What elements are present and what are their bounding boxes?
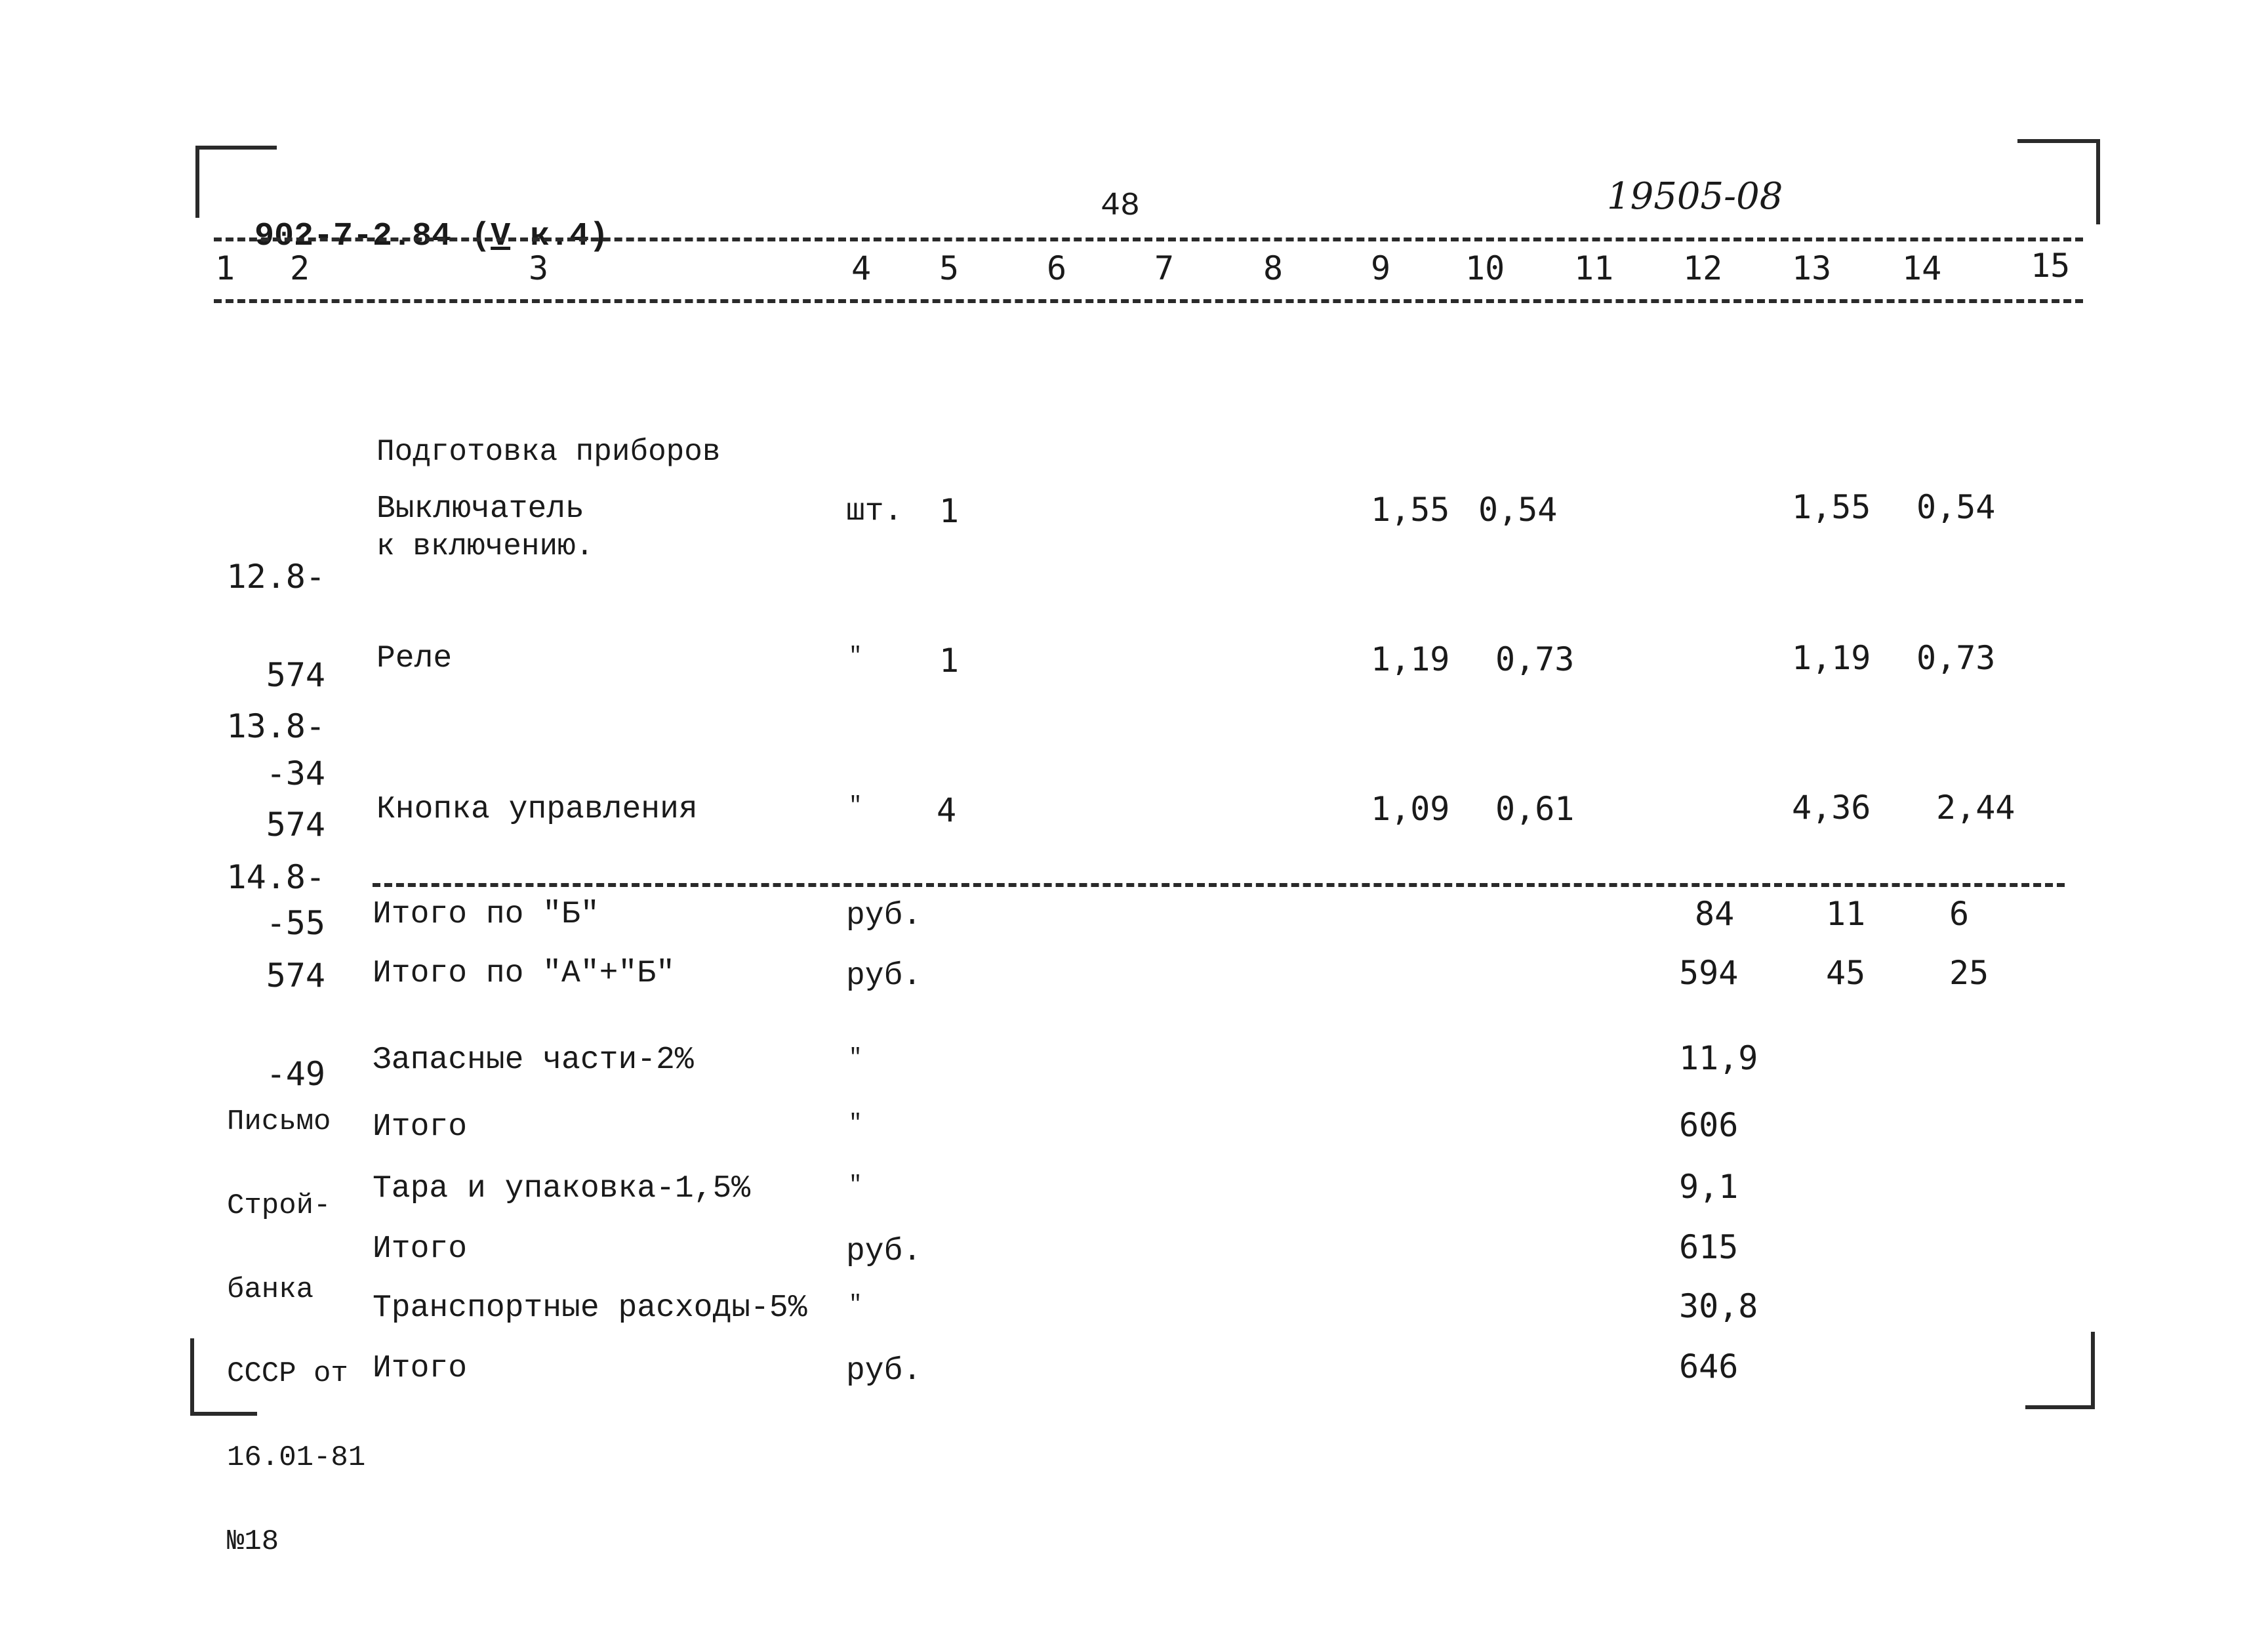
item-cost-col9: 1,09: [1371, 790, 1450, 828]
total-col13: 45: [1826, 954, 1866, 992]
total-unit: ": [849, 1111, 862, 1136]
total-label: Итого по "Б": [373, 897, 599, 932]
column-number: 8: [1263, 249, 1284, 287]
item-quantity: 1: [939, 492, 960, 530]
item-code-line: 14.8-: [226, 858, 325, 896]
item-cost-col10: 0,54: [1478, 491, 1558, 529]
item-name: Реле: [376, 641, 453, 676]
column-number: 7: [1154, 249, 1175, 287]
item-code-line: 13.8-: [226, 707, 325, 745]
column-number: 4: [851, 249, 872, 287]
total-col13: 11: [1826, 895, 1866, 933]
item-cost-col13: 4,36: [1792, 789, 1871, 827]
basis-note-line: №18: [227, 1525, 279, 1558]
total-unit: ": [849, 1173, 862, 1198]
frame-corner-bottom-right-h: [2025, 1405, 2095, 1409]
total-unit: руб.: [846, 898, 922, 934]
item-code-line: 12.8-: [226, 558, 325, 596]
basis-note-line: Строй-: [227, 1189, 331, 1222]
total-col12: 9,1: [1679, 1168, 1739, 1206]
frame-corner-top-left-h: [195, 146, 277, 150]
total-label: Транспортные расходы-5%: [373, 1290, 807, 1326]
item-code-line: -34: [266, 754, 325, 793]
total-col12: 84: [1695, 895, 1735, 933]
total-label: Итого: [373, 1351, 468, 1386]
item-unit: ": [849, 644, 862, 669]
doc-code-main: 902-7-2.84 (: [254, 218, 491, 255]
total-unit: руб.: [846, 1234, 922, 1269]
basis-note-line: банка: [227, 1273, 314, 1306]
column-number: 15: [2031, 247, 2071, 285]
section-title-line: Подготовка приборов: [376, 434, 721, 469]
item-quantity: 1: [939, 642, 960, 680]
item-code-line: 574: [266, 957, 325, 995]
basis-note-line: СССР от: [227, 1357, 348, 1390]
item-cost-col9: 1,55: [1371, 491, 1450, 529]
item-cost-col10: 0,73: [1495, 640, 1575, 678]
total-label: Запасные части-2%: [373, 1042, 694, 1078]
basis-note-line: Письмо: [227, 1105, 331, 1138]
total-label: Итого по "А"+"Б": [373, 956, 675, 991]
item-quantity: 4: [937, 791, 957, 829]
totals-separator-rule: [373, 883, 2065, 887]
frame-corner-top-right-h: [2017, 139, 2100, 143]
total-unit: ": [849, 1292, 862, 1317]
total-col14: 25: [1949, 954, 1989, 992]
item-name: Выключатель: [376, 491, 584, 527]
item-code-line: 574: [266, 806, 325, 844]
column-number: 14: [1902, 249, 1942, 287]
total-col12: 11,9: [1679, 1039, 1758, 1077]
item-cost-col9: 1,19: [1371, 640, 1450, 678]
item-code-line: -49: [266, 1055, 325, 1093]
total-label: Итого: [373, 1109, 468, 1145]
column-number: 12: [1683, 249, 1723, 287]
item-name: Кнопка управления: [376, 792, 698, 827]
frame-corner-top-left: [195, 146, 199, 218]
item-cost-col13: 1,55: [1792, 488, 1871, 526]
doc-code-volume: V: [491, 218, 511, 255]
column-number: 2: [290, 249, 310, 287]
item-cost-col10: 0,61: [1495, 790, 1575, 828]
total-col12: 646: [1679, 1348, 1739, 1386]
total-unit: руб.: [846, 1353, 922, 1389]
total-col12: 615: [1679, 1228, 1739, 1266]
basis-note: [227, 1050, 365, 1582]
column-number: 9: [1371, 249, 1391, 287]
page-number: 48: [1101, 188, 1141, 225]
item-code-line: 574: [266, 656, 325, 694]
column-number: 6: [1047, 249, 1067, 287]
item-unit: ": [849, 794, 862, 819]
column-header-top-rule: [214, 237, 2083, 241]
column-number: 11: [1574, 249, 1614, 287]
doc-code: [215, 188, 609, 253]
doc-code-book: к.4): [510, 218, 609, 255]
item-cost-col14: 2,44: [1936, 789, 2015, 827]
item-cost-col13: 1,19: [1792, 639, 1871, 677]
total-col12: 594: [1679, 954, 1739, 992]
column-number: 3: [529, 249, 549, 287]
item-code-line: -55: [266, 904, 325, 942]
section-title-line: к включению.: [376, 529, 594, 564]
column-number: 10: [1465, 249, 1505, 287]
frame-corner-top-right: [2096, 139, 2100, 224]
total-label: Тара и упаковка-1,5%: [373, 1171, 751, 1206]
column-number: 1: [215, 249, 235, 287]
total-col12: 30,8: [1679, 1287, 1758, 1325]
total-col12: 606: [1679, 1106, 1739, 1144]
item-unit: шт.: [846, 494, 903, 529]
total-unit: ": [849, 1046, 862, 1071]
section-title: [376, 373, 721, 594]
total-col14: 6: [1949, 895, 1970, 933]
basis-note-line: 16.01-81: [227, 1441, 366, 1474]
column-header-bottom-rule: [214, 299, 2083, 303]
handwritten-reference: 19505-08: [1607, 175, 1783, 218]
frame-corner-bottom-right: [2091, 1332, 2095, 1409]
item-cost-col14: 0,73: [1916, 639, 1996, 677]
total-unit: руб.: [846, 958, 922, 994]
column-number: 13: [1792, 249, 1832, 287]
frame-corner-bottom-left: [190, 1338, 194, 1416]
item-cost-col14: 0,54: [1916, 488, 1996, 526]
column-number: 5: [939, 249, 960, 287]
total-label: Итого: [373, 1231, 468, 1267]
